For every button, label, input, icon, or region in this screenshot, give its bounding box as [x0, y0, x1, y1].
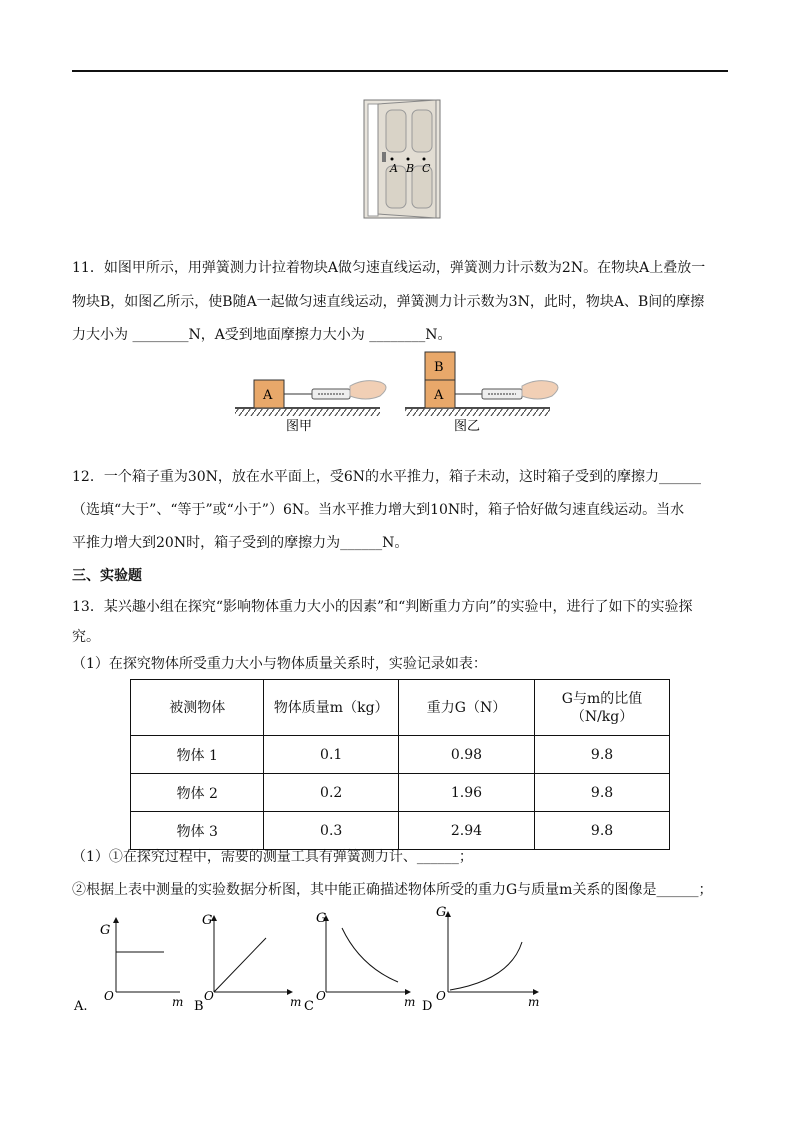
section-heading: 三、实验题 — [72, 568, 142, 584]
q11-line-2: 物块B，如图乙所示，使B随A一起做匀速直线运动，弹簧测力计示数为3N，此时，物块A、B间的摩擦 — [72, 294, 705, 310]
table-header: 重力G（N） — [398, 680, 534, 736]
svg-text:G: G — [436, 905, 447, 920]
hand-yi — [522, 381, 558, 399]
table-header-line-2: （N/kg） — [570, 708, 634, 725]
svg-text:m: m — [528, 995, 540, 1009]
q13-sub-3: ②根据上表中测量的实验数据分析图，其中能正确描述物体所受的重力G与质量m关系的图像是______； — [72, 882, 713, 898]
block-a-jia-label: A — [263, 388, 273, 403]
svg-text:m: m — [290, 995, 302, 1009]
table-header-line-1: G与m的比值 — [561, 690, 643, 707]
svg-text:O: O — [104, 989, 114, 1003]
graph-c — [304, 911, 415, 1014]
table-cell: 0.1 — [264, 736, 398, 774]
option-a-label: A. — [74, 999, 88, 1014]
svg-text:O: O — [436, 989, 446, 1003]
graph-d — [422, 905, 539, 1014]
data-table — [130, 679, 670, 850]
q12-line-2: （选填“大于”、“等于”或“小于”）6N。当水平推力增大到10N时，箱子恰好做匀速直线运动。当水 — [72, 502, 685, 518]
option-b-label: B — [194, 999, 204, 1014]
table-cell: 9.8 — [535, 774, 670, 812]
caption-yi: 图乙 — [454, 419, 481, 434]
friction-figures — [230, 348, 570, 438]
graph-options — [60, 900, 560, 1020]
door-point-b: B — [406, 162, 415, 175]
q13-line-2: 究。 — [72, 629, 100, 645]
table-header: 物体质量m（kg） — [264, 680, 398, 736]
q13-line-1: 13．某兴趣小组在探究“影响物体重力大小的因素”和“判断重力方向”的实验中，进行了如下的实验探 — [72, 599, 693, 615]
graph-d-curve — [450, 942, 522, 990]
table-header-row — [131, 680, 670, 736]
svg-text:m: m — [404, 995, 416, 1009]
hand-jia — [350, 381, 386, 399]
q11-line-1: 11．如图甲所示，用弹簧测力计拉着物块A做匀速直线运动，弹簧测力计示数为2N。在物块A上叠放一 — [72, 260, 706, 276]
q13-sub-2: （1）①在探究过程中，需要的测量工具有弹簧测力计、______； — [72, 849, 473, 865]
graph-a — [73, 918, 183, 1014]
block-a-yi-label: A — [434, 388, 444, 403]
table-cell: 2.94 — [398, 812, 534, 850]
option-c-label: C — [304, 999, 314, 1014]
table-cell: 1.96 — [398, 774, 534, 812]
table-header — [535, 680, 670, 736]
table-cell: 9.8 — [535, 812, 670, 850]
graph-b — [194, 913, 301, 1014]
svg-text:G: G — [202, 913, 213, 928]
graph-c-curve — [342, 928, 398, 982]
svg-text:O: O — [204, 989, 214, 1003]
table-header: 被测物体 — [131, 680, 264, 736]
table-cell: 物体 3 — [131, 812, 264, 850]
table-cell: 9.8 — [535, 736, 670, 774]
table-cell: 物体 1 — [131, 736, 264, 774]
door-point-c: C — [422, 162, 431, 175]
door-figure — [356, 96, 446, 224]
q13-sub-1: （1）在探究物体所受重力大小与物体质量关系时，实验记录如表： — [72, 656, 487, 672]
q11-line-3: 力大小为 ________N，A受到地面摩擦力大小为 ________N。 — [72, 327, 452, 343]
caption-jia: 图甲 — [286, 419, 313, 434]
svg-text:G: G — [316, 911, 327, 926]
top-rule — [72, 70, 728, 72]
graph-b-curve — [214, 938, 266, 992]
table-cell: 物体 2 — [131, 774, 264, 812]
table-row — [131, 736, 670, 774]
table-cell: 0.98 — [398, 736, 534, 774]
option-d-label: D — [422, 999, 433, 1014]
svg-text:O: O — [316, 989, 326, 1003]
table-row — [131, 774, 670, 812]
door-point-a: A — [390, 162, 398, 175]
block-b-yi-label: B — [434, 360, 444, 375]
svg-text:G: G — [100, 923, 111, 938]
table-cell: 0.2 — [264, 774, 398, 812]
table-cell: 0.3 — [264, 812, 398, 850]
q12-line-1: 12．一个箱子重为30N，放在水平面上，受6N的水平推力，箱子未动，这时箱子受到的摩擦力______ — [72, 469, 702, 485]
q12-line-3: 平推力增大到20N时，箱子受到的摩擦力为______N。 — [72, 535, 409, 551]
svg-text:m: m — [172, 995, 184, 1009]
table-row — [131, 812, 670, 850]
